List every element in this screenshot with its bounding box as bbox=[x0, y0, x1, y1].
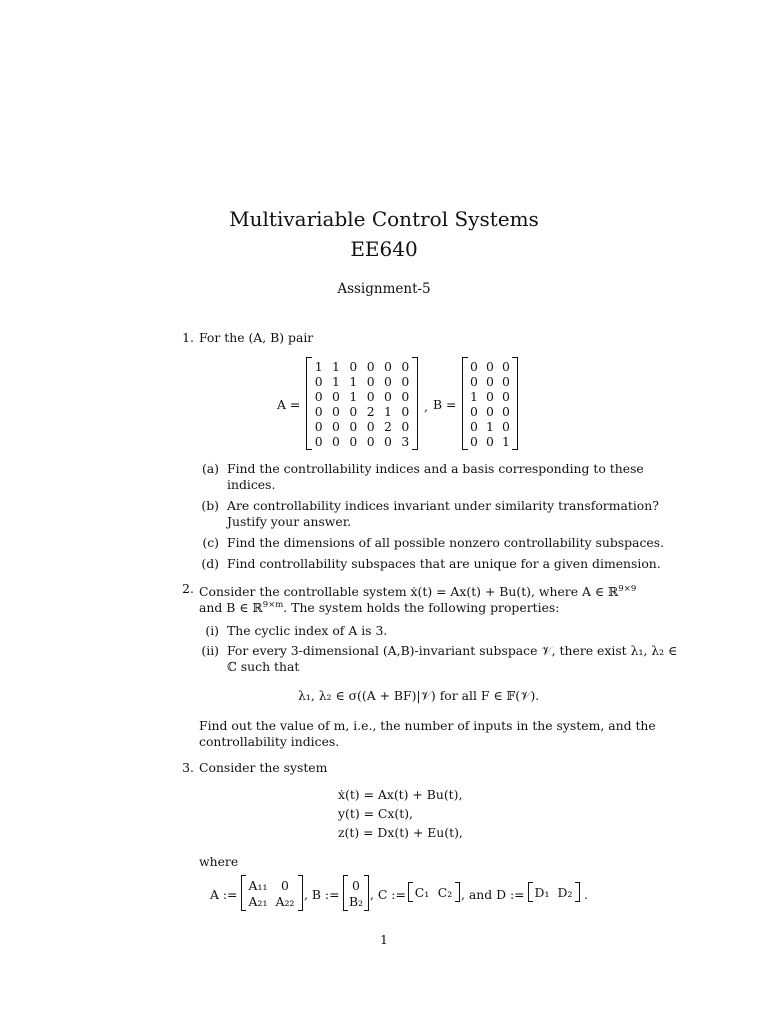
document-title: Multivariable Control Systems bbox=[229, 207, 539, 231]
q3-intro: Consider the system bbox=[199, 760, 328, 775]
q1-part-text: indices. bbox=[227, 477, 276, 492]
matrix-a-cell: 0 bbox=[332, 434, 340, 449]
q2-item-i-label: (i) bbox=[205, 623, 219, 638]
def-c-cell-2: C₂ bbox=[437, 885, 453, 900]
matrix-b-row bbox=[466, 374, 514, 389]
def-a-cell-11: A₁₁ bbox=[248, 878, 268, 893]
matrix-a-cell: 0 bbox=[314, 389, 323, 404]
q1-part-label: (b) bbox=[201, 498, 219, 513]
matrix-a-cell: 0 bbox=[366, 359, 375, 374]
matrix-b-cell: 0 bbox=[502, 374, 510, 389]
matrix-a-cell: 0 bbox=[314, 374, 323, 389]
def-d-right-bracket bbox=[575, 882, 580, 902]
q1-part-text: Justify your answer. bbox=[227, 514, 352, 529]
matrix-a-cell: 0 bbox=[401, 374, 410, 389]
def-end-period: . bbox=[584, 887, 588, 902]
matrix-a-cell: 0 bbox=[401, 404, 410, 419]
def-b-cell-1: 0 bbox=[352, 878, 360, 893]
q3-equation-state: ẋ(t) = Ax(t) + Bu(t), bbox=[338, 787, 463, 802]
matrix-b-cell: 0 bbox=[486, 359, 494, 374]
matrix-separator: , bbox=[424, 399, 428, 414]
matrix-a-cell: 0 bbox=[314, 419, 323, 434]
matrix-a-row bbox=[310, 374, 414, 389]
def-c-right-bracket bbox=[455, 882, 460, 902]
matrix-b-row bbox=[466, 419, 514, 434]
q2-line-2 bbox=[199, 597, 559, 616]
q2-item-ii-text-2: ℂ such that bbox=[227, 659, 300, 674]
q2-line-2-b: . The system holds the following properties: bbox=[283, 600, 560, 615]
matrix-a-cell: 0 bbox=[384, 434, 392, 449]
matrix-b-row bbox=[466, 359, 514, 374]
q2-number: 2. bbox=[182, 581, 194, 596]
def-d-cell-1: D₁ bbox=[534, 885, 550, 900]
q3-equation-output-y: y(t) = Cx(t), bbox=[338, 806, 413, 821]
matrix-a-cell: 0 bbox=[384, 359, 392, 374]
def-c-cell-1: C₁ bbox=[414, 885, 430, 900]
q1-number: 1. bbox=[182, 330, 194, 345]
def-a-cell-21: A₂₁ bbox=[248, 894, 268, 909]
q3-number: 3. bbox=[182, 760, 194, 775]
matrix-a-cell: 0 bbox=[384, 389, 392, 404]
matrix-a-cell: 0 bbox=[349, 419, 358, 434]
matrix-a-row bbox=[310, 404, 414, 419]
q2-line-1-text: Consider the controllable system ẋ(t) = Ax(t) + Bu(t), where A ∈ ℝ bbox=[199, 584, 619, 599]
q2-item-i-text: The cyclic index of A is 3. bbox=[227, 623, 388, 638]
matrix-b-cell: 0 bbox=[486, 374, 494, 389]
matrix-a-row bbox=[310, 419, 414, 434]
q2-closing-2: controllability indices. bbox=[199, 734, 340, 749]
matrix-a-cell: 0 bbox=[366, 389, 375, 404]
matrix-a-cell: 0 bbox=[349, 404, 358, 419]
matrix-a-cell: 0 bbox=[384, 374, 392, 389]
matrix-a-cell: 1 bbox=[314, 359, 323, 374]
q2-item-ii-label: (ii) bbox=[201, 643, 219, 658]
matrix-b-cell: 1 bbox=[486, 419, 494, 434]
matrix-a-cell: 1 bbox=[349, 374, 358, 389]
q1-part-label: (c) bbox=[202, 535, 219, 550]
def-a-right-bracket bbox=[298, 875, 303, 911]
matrix-b-cell: 0 bbox=[502, 389, 510, 404]
q1-part-text: Find the controllability indices and a basis corresponding to these bbox=[227, 461, 644, 476]
matrix-a-cell: 0 bbox=[332, 404, 340, 419]
matrix-a-cell: 0 bbox=[332, 389, 340, 404]
matrix-b-row bbox=[466, 404, 514, 419]
matrix-b-cell: 0 bbox=[470, 419, 478, 434]
matrix-b-cell: 0 bbox=[470, 434, 478, 449]
matrix-a-row bbox=[310, 434, 414, 449]
matrix-b-cell: 0 bbox=[502, 404, 510, 419]
def-a-cell-12: 0 bbox=[281, 878, 289, 893]
q1-part-label: (d) bbox=[201, 556, 219, 571]
matrix-b bbox=[462, 357, 518, 450]
def-d-cell-2: D₂ bbox=[557, 885, 573, 900]
matrix-b-row bbox=[466, 389, 514, 404]
def-d-matrix bbox=[528, 882, 580, 902]
q2-closing-1: Find out the value of m, i.e., the number of inputs in the system, and the bbox=[199, 718, 656, 733]
matrix-a-cell: 2 bbox=[384, 419, 392, 434]
matrix-a-cell: 0 bbox=[314, 404, 323, 419]
q3-equation-output-z: z(t) = Dx(t) + Eu(t), bbox=[338, 825, 463, 840]
matrix-a-cell: 0 bbox=[401, 359, 410, 374]
matrix-b-cell: 0 bbox=[502, 419, 510, 434]
q1-part-text: Are controllability indices invariant under similarity transformation? bbox=[227, 498, 659, 513]
matrix-a-cell: 0 bbox=[401, 419, 410, 434]
matrix-a-cell: 0 bbox=[332, 419, 340, 434]
matrix-b-cell: 0 bbox=[502, 359, 510, 374]
matrix-a-cell: 0 bbox=[349, 434, 358, 449]
matrix-b-row bbox=[466, 434, 514, 449]
matrix-a-cell: 0 bbox=[314, 434, 323, 449]
def-a-cell-22: A₂₂ bbox=[275, 894, 295, 909]
def-b-label: , B := bbox=[304, 887, 340, 902]
matrix-b-cell: 1 bbox=[502, 434, 510, 449]
matrix-b-cell: 0 bbox=[470, 374, 478, 389]
matrix-b-label: B = bbox=[433, 397, 457, 412]
def-a-label: A := bbox=[210, 887, 238, 902]
matrix-a-cell: 0 bbox=[401, 389, 410, 404]
matrix-a-cell: 0 bbox=[366, 419, 375, 434]
def-c-label: , C := bbox=[370, 887, 406, 902]
q2-equation: λ₁, λ₂ ∈ σ((A + BF)|𝒱) for all F ∈ 𝔽(𝒱). bbox=[298, 688, 540, 703]
q1-intro: For the (A, B) pair bbox=[199, 330, 314, 345]
q1-part-text: Find the dimensions of all possible nonzero controllability subspaces. bbox=[227, 535, 665, 550]
matrix-b-cell: 0 bbox=[486, 389, 494, 404]
q2-line-2-sup: 9×m bbox=[262, 600, 284, 610]
def-d-label: , and D := bbox=[461, 887, 525, 902]
page-number: 1 bbox=[380, 932, 388, 947]
course-code: EE640 bbox=[350, 237, 418, 261]
matrix-a-cell: 0 bbox=[366, 374, 375, 389]
matrix-a-cell: 3 bbox=[401, 434, 410, 449]
q1-part-text: Find controllability subspaces that are unique for a given dimension. bbox=[227, 556, 661, 571]
matrix-b-cell: 1 bbox=[470, 389, 478, 404]
matrix-b-cell: 0 bbox=[470, 359, 478, 374]
q3-where: where bbox=[199, 854, 239, 869]
q2-line-1-sup: 9×9 bbox=[618, 584, 637, 594]
matrix-b-cell: 0 bbox=[486, 404, 494, 419]
matrix-a-cell: 0 bbox=[349, 359, 358, 374]
def-a-left-bracket bbox=[241, 875, 246, 911]
matrix-b-cell: 0 bbox=[470, 404, 478, 419]
def-b-cell-2: B₂ bbox=[348, 894, 364, 909]
matrix-a-row bbox=[310, 359, 414, 374]
matrix-a-row bbox=[310, 389, 414, 404]
matrix-b-cell: 0 bbox=[486, 434, 494, 449]
def-b-matrix bbox=[343, 875, 369, 911]
matrix-a-cell: 0 bbox=[366, 434, 375, 449]
matrix-a-label: A = bbox=[277, 397, 301, 412]
matrix-a bbox=[306, 357, 418, 450]
matrix-a-cell: 1 bbox=[349, 389, 358, 404]
assignment-label: Assignment-5 bbox=[337, 281, 431, 297]
q2-line-2-a: and B ∈ ℝ bbox=[199, 600, 263, 615]
matrix-a-cell: 1 bbox=[384, 404, 392, 419]
q2-item-ii-text: For every 3-dimensional (A,B)-invariant subspace 𝒱, there exist λ₁, λ₂ ∈ bbox=[227, 643, 678, 658]
def-a-matrix bbox=[241, 875, 303, 911]
matrix-a-cell: 1 bbox=[332, 359, 340, 374]
matrix-a-cell: 2 bbox=[366, 404, 375, 419]
matrix-a-cell: 1 bbox=[332, 374, 340, 389]
q1-part-label: (a) bbox=[201, 461, 219, 476]
def-c-matrix bbox=[408, 882, 460, 902]
